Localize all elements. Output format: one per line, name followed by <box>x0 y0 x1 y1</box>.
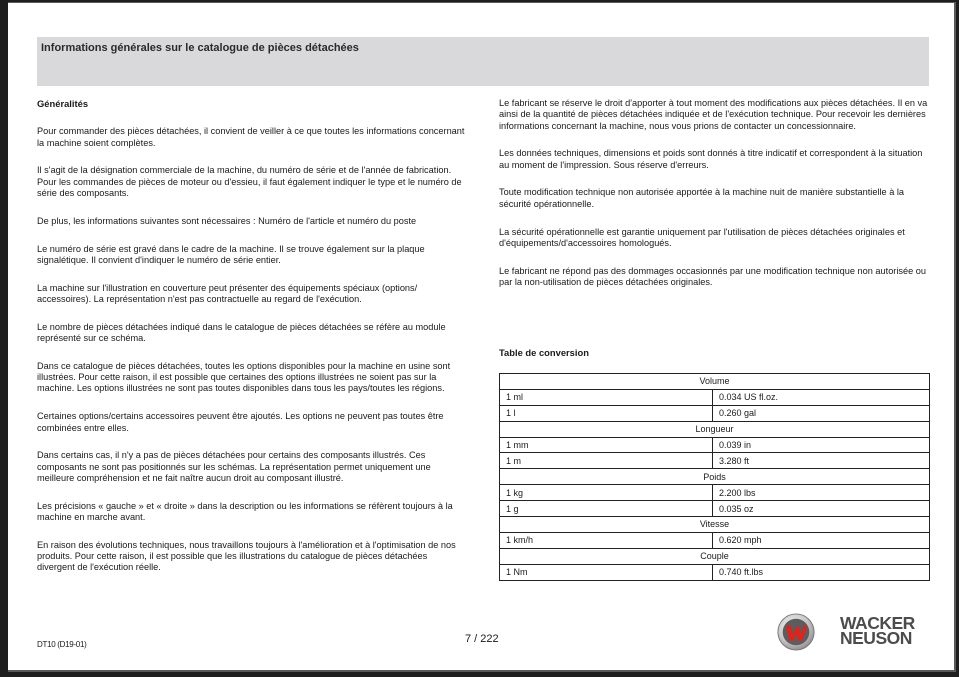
table-row <box>500 501 930 517</box>
value-cell: 0.740 ft.lbs <box>713 564 930 580</box>
table-row <box>500 405 930 421</box>
value-cell: 2.200 lbs <box>713 485 930 501</box>
paragraph: Il s'agit de la désignation commerciale de la machine, du numéro de série et de l'année de fabrication. Pour les commandes de pièces de moteur ou d'essieu, il faut également indiquer le type et le numéro de série des composants. <box>37 165 462 198</box>
unit-cell: 1 g <box>500 501 713 517</box>
unit-cell: 1 kg <box>500 485 713 501</box>
table-row <box>500 532 930 548</box>
paragraph: Les données techniques, dimensions et poids sont donnés à titre indicatif et correspondent à la situation au moment de l'impression. Sous réserve d'erreurs. <box>499 148 923 170</box>
conversion-table <box>499 373 930 581</box>
unit-cell: 1 km/h <box>500 532 713 548</box>
paragraph: Dans ce catalogue de pièces détachées, toutes les options disponibles pour la machine en usine sont illustrées. Pour cette raison, il est possible que certaines des options illustrées ne soient pas sur la machine. Les options illustrées ne sont pas toutes disponibles dans tous les pays/toutes les régions. <box>37 360 451 394</box>
paragraph: Le fabricant se réserve le droit d'apporter à tout moment des modifications aux pièces détachées. Il en va ainsi de la quantité de pièces détachées indiquée et de l'exécution technique. Pour recevoir les dernières informations concernant la machine, nous vous prions de contacter un concessionnaire. <box>499 98 928 131</box>
value-cell: 0.039 in <box>713 437 930 453</box>
paragraph: De plus, les informations suivantes sont nécessaires : Numéro de l'article et numéro du poste <box>37 215 417 226</box>
table-category-row <box>500 421 930 437</box>
table-category-row <box>500 374 930 390</box>
brand-line-1: WACKER <box>840 613 915 633</box>
right-column <box>499 98 931 305</box>
left-column <box>37 98 467 590</box>
wacker-neuson-logo-icon <box>777 613 815 651</box>
paragraph: Toute modification technique non autorisée apportée à la machine nuit de manière substantielle à la sécurité opérationnelle. <box>499 187 905 209</box>
value-cell: 0.034 US fl.oz. <box>713 389 930 405</box>
paragraph: La sécurité opérationnelle est garantie uniquement par l'utilisation de pièces détachées originales et d'équipements/d'accessoires homologués. <box>499 226 905 248</box>
section-title: Informations générales sur le catalogue de pièces détachées <box>41 42 359 54</box>
paragraph: Dans certains cas, il n'y a pas de pièces détachées pour certains des composants illustrés. Ces composants ne sont pas positionnés sur les schémas. La représentation permet uniquement une meilleure compréhension et ne fait naître aucun droit au composant illustré. <box>37 450 431 483</box>
paragraph: Les précisions « gauche » et « droite » dans la description ou les informations se réfèrent toujours à la machine en marche avant. <box>37 500 453 523</box>
document-page <box>8 2 956 672</box>
category-cell: Volume <box>500 374 930 390</box>
paragraph: La machine sur l'illustration en couverture peut présenter des équipements spéciaux (options/ accessoires). La représentation n'est pas contractuelle au regard de l'exécution. <box>37 282 418 304</box>
table-row <box>500 564 930 580</box>
section-header <box>37 37 929 86</box>
table-row <box>500 389 930 405</box>
table-category-row <box>500 469 930 485</box>
table-row <box>500 453 930 469</box>
paragraph: Pour commander des pièces détachées, il convient de veiller à ce que toutes les informations concernant la machine soient complètes. <box>37 126 465 148</box>
unit-cell: 1 ml <box>500 389 713 405</box>
unit-cell: 1 m <box>500 453 713 469</box>
brand-wordmark <box>840 613 915 648</box>
paragraph: Certaines options/certains accessoires peuvent être ajoutés. Les options ne peuvent pas toutes être combinées entre elles. <box>37 411 444 433</box>
table-category-row <box>500 548 930 564</box>
paragraph: En raison des évolutions techniques, nous travaillons toujours à l'amélioration et à l'optimisation de nos produits. Pour cette raison, il est possible que les illustrations du catalogue de pièces détachées divergent de l'exécution réelle. <box>37 539 456 573</box>
paragraph: Le fabricant ne répond pas des dommages occasionnés par une modification technique non autorisée ou par la non-utilisation de pièces détachées originales. <box>499 265 926 287</box>
document-code: DT10 (D19-01) <box>37 640 87 649</box>
brand-line-2: NEUSON <box>840 628 912 648</box>
value-cell: 3.280 ft <box>713 453 930 469</box>
value-cell: 0.035 oz <box>713 501 930 517</box>
unit-cell: 1 mm <box>500 437 713 453</box>
table-title: Table de conversion <box>499 347 589 358</box>
category-cell: Couple <box>500 548 930 564</box>
value-cell: 0.620 mph <box>713 532 930 548</box>
category-cell: Longueur <box>500 421 930 437</box>
category-cell: Vitesse <box>500 517 930 533</box>
paragraph: Le numéro de série est gravé dans le cadre de la machine. Il se trouve également sur la plaque signalétique. Il convient d'indiquer le numéro de série entier. <box>37 243 425 265</box>
subheading: Généralités <box>37 98 89 109</box>
table-category-row <box>500 517 930 533</box>
table-row <box>500 485 930 501</box>
page-number: 7 / 222 <box>465 633 499 645</box>
unit-cell: 1 Nm <box>500 564 713 580</box>
unit-cell: 1 l <box>500 405 713 421</box>
value-cell: 0.260 gal <box>713 405 930 421</box>
paragraph: Le nombre de pièces détachées indiqué dans le catalogue de pièces détachées se réfère au module représenté sur ce schéma. <box>37 321 446 344</box>
table-row <box>500 437 930 453</box>
category-cell: Poids <box>500 469 930 485</box>
